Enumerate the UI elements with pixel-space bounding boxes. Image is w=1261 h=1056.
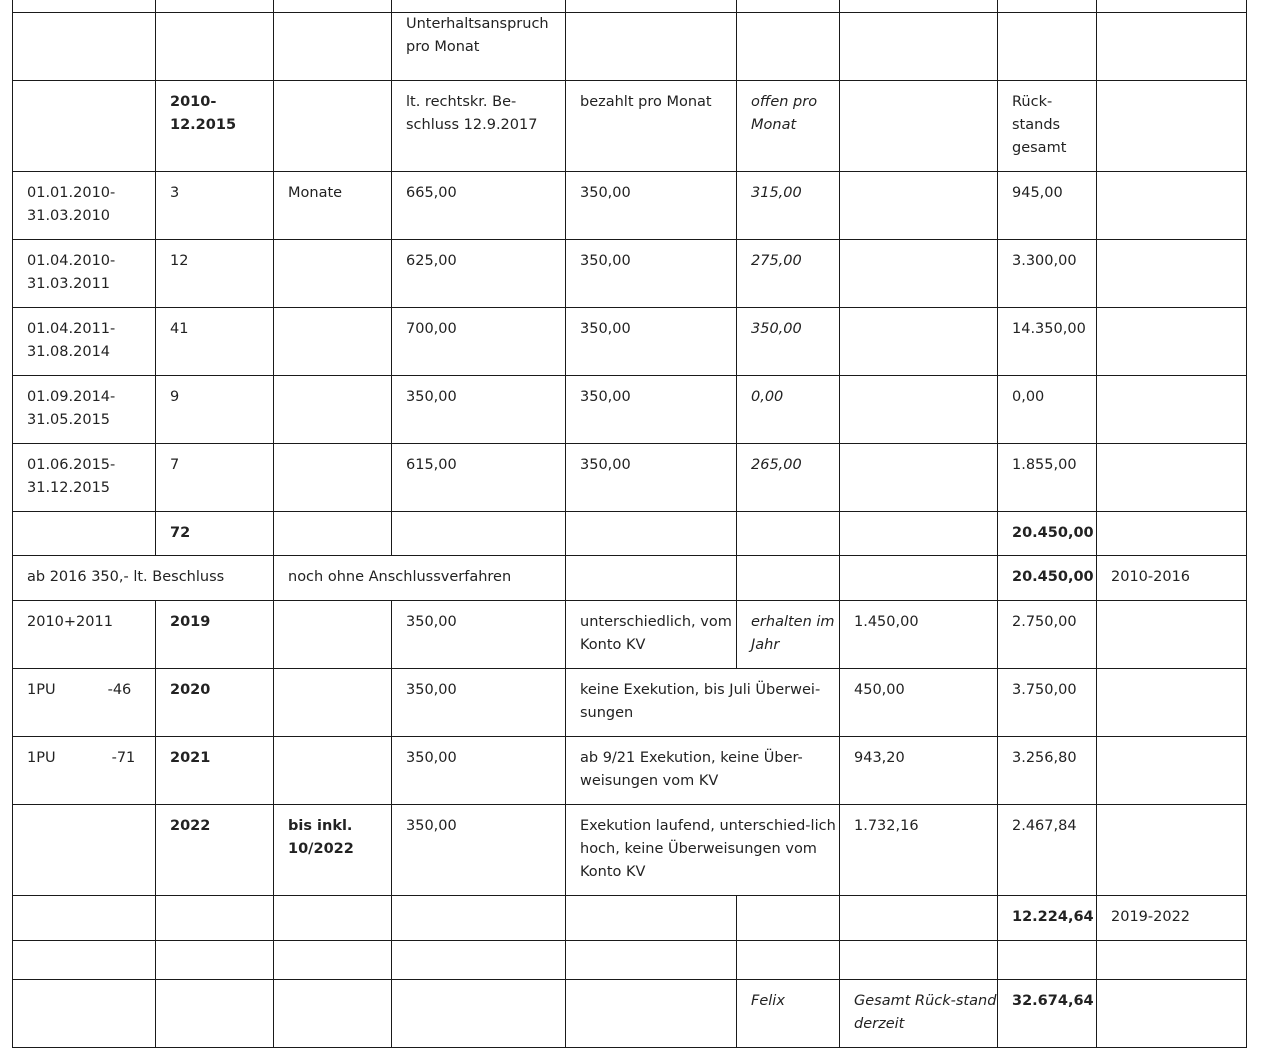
ab2016-range: 2010-2016: [1097, 555, 1247, 600]
rueckstand-cell: 945,00: [998, 171, 1097, 239]
subtotal-rueckstand: 12.224,64: [998, 895, 1097, 940]
ref-prefix: 1PU: [27, 749, 56, 766]
zeitraum-cell: 01.04.2010-31.03.2011: [13, 239, 156, 307]
ref-cell: [13, 736, 156, 804]
total-label: Gesamt Rück-stand derzeit: [840, 979, 998, 1047]
rueckstand-cell: 3.750,00: [998, 668, 1097, 736]
einheit-cell: Monate: [274, 171, 392, 239]
total-row: [13, 979, 1247, 1047]
bis-cell: [274, 600, 392, 668]
col-beschluss-header: lt. rechtskr. Be-schluss 12.9.2017: [392, 80, 566, 171]
ref-cell: [13, 804, 156, 895]
period-label: 2010-12.2015: [156, 80, 274, 171]
offen-cell: 315,00: [737, 171, 840, 239]
ref-cell: 2010+2011: [13, 600, 156, 668]
zeitraum-cell: 01.04.2011-31.08.2014: [13, 307, 156, 375]
einheit-cell: [274, 239, 392, 307]
bezahlt-cell: 350,00: [566, 307, 737, 375]
bemerkung-cell: keine Exekution, bis Juli Überwei-sungen: [566, 668, 840, 736]
rueckstand-sum: 20.450,00: [998, 511, 1097, 555]
anspruch-cell: 615,00: [392, 443, 566, 511]
header-row: [13, 12, 1247, 80]
zeitraum-cell: 01.09.2014-31.05.2015: [13, 375, 156, 443]
monate-cell: 3: [156, 171, 274, 239]
monate-cell: 7: [156, 443, 274, 511]
offen-cell: 0,00: [737, 375, 840, 443]
table-row: [13, 443, 1247, 511]
ab2016-row: [13, 555, 1247, 600]
jahr-cell: 2021: [156, 736, 274, 804]
rueckstand-cell: 3.300,00: [998, 239, 1097, 307]
bezahlt-cell: 350,00: [566, 239, 737, 307]
total-rueckstand: 32.674,64: [998, 979, 1097, 1047]
table-row: [13, 804, 1247, 895]
monate-sum: 72: [156, 511, 274, 555]
total-name: Felix: [737, 979, 840, 1047]
unterhalt-table: [12, 0, 1247, 1048]
sum-row: [13, 511, 1247, 555]
erhalten-cell: 1.732,16: [840, 804, 998, 895]
rueckstand-cell: 2.467,84: [998, 804, 1097, 895]
anspruch-cell: 350,00: [392, 600, 566, 668]
ab2016-rueckstand: 20.450,00: [998, 555, 1097, 600]
rueckstand-cell: 3.256,80: [998, 736, 1097, 804]
anspruch-cell: 625,00: [392, 239, 566, 307]
rueckstand-cell: 1.855,00: [998, 443, 1097, 511]
bis-cell: [274, 668, 392, 736]
bemerkung-cell: ab 9/21 Exekution, keine Über-weisungen vom KV: [566, 736, 840, 804]
einheit-cell: [274, 375, 392, 443]
table-row: [13, 600, 1247, 668]
col-bezahlt-header: bezahlt pro Monat: [566, 80, 737, 171]
offen-cell: 265,00: [737, 443, 840, 511]
jahr-cell: 2020: [156, 668, 274, 736]
bemerkung-cell: Exekution laufend, unterschied-lich hoch, keine Überweisungen vom Konto KV: [566, 804, 840, 895]
table-row: [13, 0, 1247, 12]
table-row: [13, 171, 1247, 239]
anspruch-cell: 350,00: [392, 375, 566, 443]
erhalten-cell: 943,20: [840, 736, 998, 804]
ref-suffix: -71: [111, 749, 136, 766]
monate-cell: 41: [156, 307, 274, 375]
ref-prefix: 1PU: [27, 681, 56, 698]
monate-cell: 12: [156, 239, 274, 307]
table-row: [13, 375, 1247, 443]
zeitraum-cell: 01.01.2010-31.03.2010: [13, 171, 156, 239]
offen-cell: 350,00: [737, 307, 840, 375]
bezahlt-cell: 350,00: [566, 375, 737, 443]
ab2016-label: ab 2016 350,- lt. Beschluss: [13, 555, 274, 600]
table-row: [13, 239, 1247, 307]
bemerkung-cell: unterschiedlich, vom Konto KV: [566, 600, 737, 668]
table-row: [13, 668, 1247, 736]
subtotal-range: 2019-2022: [1097, 895, 1247, 940]
jahr-cell: 2022: [156, 804, 274, 895]
offen-cell: 275,00: [737, 239, 840, 307]
col-rueckstand-header: Rück-stands gesamt: [998, 80, 1097, 171]
bezahlt-cell: 350,00: [566, 171, 737, 239]
header-row: [13, 80, 1247, 171]
einheit-cell: [274, 307, 392, 375]
erhalten-cell: 450,00: [840, 668, 998, 736]
anspruch-cell: 700,00: [392, 307, 566, 375]
col-offen-header: offen pro Monat: [737, 80, 840, 171]
ref-suffix: -46: [107, 681, 132, 698]
anspruch-cell: 350,00: [392, 804, 566, 895]
ab2016-note: noch ohne Anschlussverfahren: [274, 555, 566, 600]
rueckstand-cell: 0,00: [998, 375, 1097, 443]
anspruch-cell: 665,00: [392, 171, 566, 239]
jahr-cell: 2019: [156, 600, 274, 668]
bis-cell: [274, 736, 392, 804]
bezahlt-cell: 350,00: [566, 443, 737, 511]
subtotal-row: [13, 895, 1247, 940]
bis-cell: bis inkl. 10/2022: [274, 804, 392, 895]
anspruch-cell: 350,00: [392, 736, 566, 804]
einheit-cell: [274, 443, 392, 511]
ref-cell: [13, 668, 156, 736]
table-row: [13, 736, 1247, 804]
erhalten-label: erhalten im Jahr: [737, 600, 840, 668]
rueckstand-cell: 2.750,00: [998, 600, 1097, 668]
erhalten-cell: 1.450,00: [840, 600, 998, 668]
table-row: [13, 307, 1247, 375]
unterhalt-title: Unterhaltsanspruch pro Monat: [392, 12, 566, 80]
zeitraum-cell: 01.06.2015-31.12.2015: [13, 443, 156, 511]
rueckstand-cell: 14.350,00: [998, 307, 1097, 375]
anspruch-cell: 350,00: [392, 668, 566, 736]
table-row: [13, 940, 1247, 979]
monate-cell: 9: [156, 375, 274, 443]
